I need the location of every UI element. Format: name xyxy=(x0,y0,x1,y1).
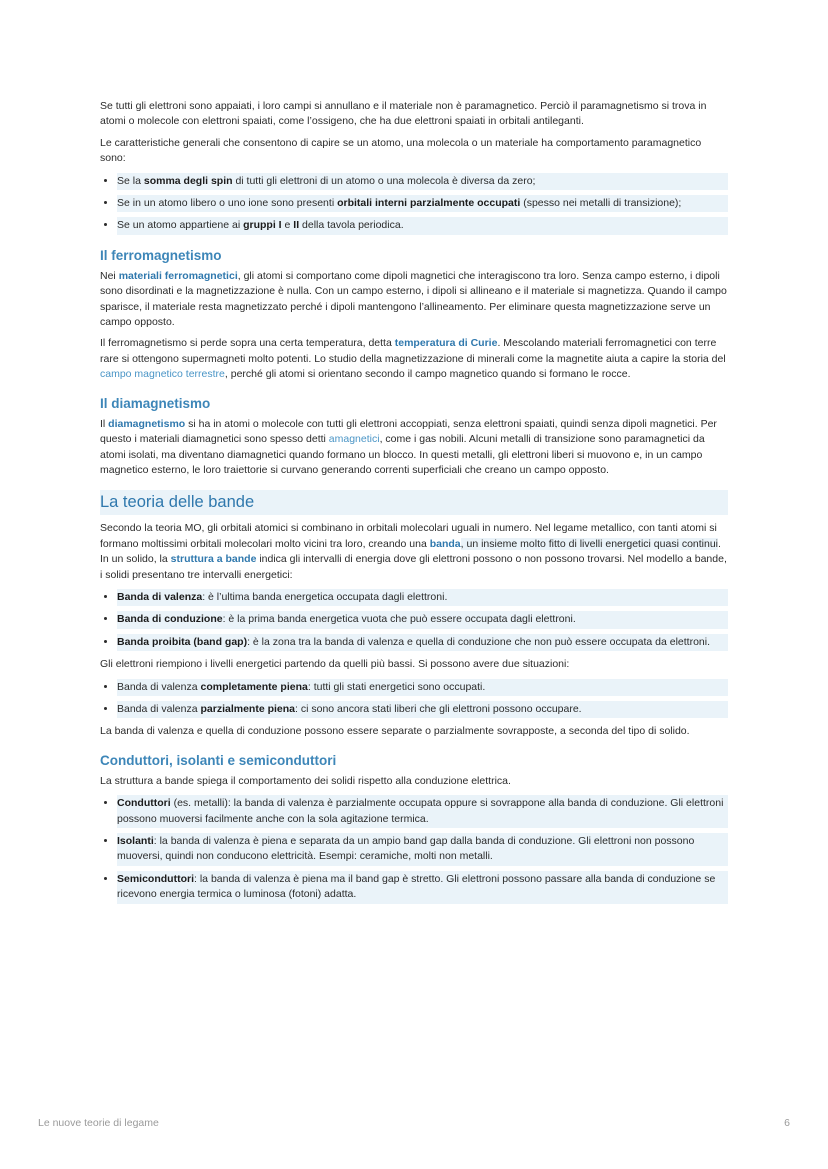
band-theory-paragraph-2: Gli elettroni riempiono i livelli energetici partendo da quelli più bassi. Si possono avere due situazioni: xyxy=(100,658,570,671)
section-heading-band-theory: La teoria delle bande xyxy=(100,490,728,515)
valence-situations-list xyxy=(100,679,728,719)
paramagnetism-criteria-list xyxy=(100,173,728,235)
band-theory-paragraph-1: Secondo la teoria MO, gli orbitali atomici si combinano in orbitali molecolari uguali in numero. Nel legame metallico, con tanti atomi si formano moltissimi orbitali molecolari molto vicini tra loro, creando una banda, un insieme molto fitto di livelli energetici quasi continui. In un solido, la struttura a bande indica gli intervalli di energia dove gli elettroni possono o non possono trovarsi. Nel modello a bande, i solidi presentano tre intervalli energetici: xyxy=(100,522,727,581)
list-item: • Banda di valenza parzialmente piena: ci sono ancora stati liberi che gli elettroni possono occupare. xyxy=(117,701,728,718)
page-content xyxy=(100,99,728,910)
keyword-link[interactable]: diamagnetismo xyxy=(108,417,186,430)
ferromagnetism-paragraph-2: Il ferromagnetismo si perde sopra una certa temperatura, detta temperatura di Curie. Mescolando materiali ferromagnetici con terre rare si ottengono supermagneti molto potenti. Lo studio della magnetizzazione di minerali come la magnetite aiuta a capire la storia del campo magnetico terrestre, perché gli atomi si orientano secondo il campo magnetico quando si formano le rocce. xyxy=(100,337,726,381)
ferromagnetism-paragraph-1: Nei materiali ferromagnetici, gli atomi si comportano come dipoli magnetici che interagiscono tra loro. Senza campo esterno, i dipoli sono disordinati e la magnetizzazione è nulla. Con un campo esterno, i dipoli si allineano e il materiale si magnetizza. Quando il campo sparisce, il materiale resta magnetizzato perché i dipoli mantengono l’allineamento. Per eliminare questa magnetizzazione serve un campo opposto. xyxy=(100,269,727,329)
list-item: • Semiconduttori: la banda di valenza è piena ma il band gap è stretto. Gli elettroni possono passare alla banda di conduzione se ricevono energia termica o luminosa (fotoni) adatta. xyxy=(117,871,728,904)
list-item: • Conduttori (es. metalli): la banda di valenza è parzialmente occupata oppure si sovrappone alla banda di conduzione. Gli elettroni possono muoversi facilmente anche con la sola agitazione termica. xyxy=(117,795,728,828)
keyword-link[interactable]: temperatura di Curie xyxy=(394,337,498,350)
list-item: • Isolanti: la banda di valenza è piena e separata da un ampio band gap dalla banda di conduzione. Gli elettroni non possono muoversi, quindi non conducono elettricità. Esempi: ceramiche, molti non metalli. xyxy=(117,833,728,866)
list-item: • Se un atomo appartiene ai gruppi I e II della tavola periodica. xyxy=(117,217,728,234)
list-item: • Banda di valenza: è l’ultima banda energetica occupata dagli elettroni. xyxy=(117,589,728,606)
conductors-paragraph: La struttura a bande spiega il comportamento dei solidi rispetto alla conduzione elettrica. xyxy=(100,774,511,787)
intro-paragraph-1: Se tutti gli elettroni sono appaiati, i loro campi si annullano e il materiale non è paramagnetico. Perciò il paramagnetismo si trova in atomi o molecole con elettroni spaiati, come l’ossigeno, che ha due elettroni spaiati in orbitali antileganti. xyxy=(100,100,707,128)
list-item: • Banda di valenza completamente piena: tutti gli stati energetici sono occupati. xyxy=(117,679,728,696)
text-link[interactable]: amagnetici xyxy=(328,433,380,446)
diamagnetism-paragraph: Il diamagnetismo si ha in atomi o molecole con tutti gli elettroni accoppiati, senza elettroni spaiati, quindi senza dipoli magnetici. Per questo i materiali diamagnetici sono spesso detti amagnetici, come i gas nobili. Alcuni metalli di transizione sono paramagnetici da atomi isolati, ma diventano diamagnetici quando formano un blocco. In questi metalli, gli elettroni liberi si muovono e, in un campo magnetico esterno, le loro traiettorie si curvano generando correnti superficiali che creano un campo opposto. xyxy=(100,417,717,476)
keyword-link[interactable]: materiali ferromagnetici xyxy=(118,269,238,282)
list-item: • Banda proibita (band gap): è la zona tra la banda di valenza e quella di conduzione che non può essere occupata da elettroni. xyxy=(117,634,728,651)
energy-intervals-list xyxy=(100,589,728,651)
band-theory-paragraph-3: La banda di valenza e quella di conduzione possono essere separate o parzialmente sovrapposte, a seconda del tipo di solido. xyxy=(100,725,690,738)
keyword-link[interactable]: struttura a bande xyxy=(170,553,257,566)
keyword-link[interactable]: banda xyxy=(429,537,461,550)
text-link[interactable]: campo magnetico terrestre xyxy=(100,368,225,381)
section-heading-ferromagnetism: Il ferromagnetismo xyxy=(100,247,222,263)
section-heading-conductors: Conduttori, isolanti e semiconduttori xyxy=(100,752,337,768)
page-number: 6 xyxy=(784,1117,790,1129)
list-item: • Se in un atomo libero o uno ione sono presenti orbitali interni parzialmente occupati (spesso nei metalli di transizione); xyxy=(117,195,728,212)
section-heading-diamagnetism: Il diamagnetismo xyxy=(100,395,211,411)
footer-chapter-title: Le nuove teorie di legame xyxy=(38,1117,159,1129)
list-item: • Banda di conduzione: è la prima banda energetica vuota che può essere occupata dagli elettroni. xyxy=(117,611,728,628)
conductors-list xyxy=(100,795,728,903)
list-item: • Se la somma degli spin di tutti gli elettroni di un atomo o una molecola è diversa da zero; xyxy=(117,173,728,190)
intro-paragraph-2: Le caratteristiche generali che consentono di capire se un atomo, una molecola o un materiale ha comportamento paramagnetico sono: xyxy=(100,136,702,165)
